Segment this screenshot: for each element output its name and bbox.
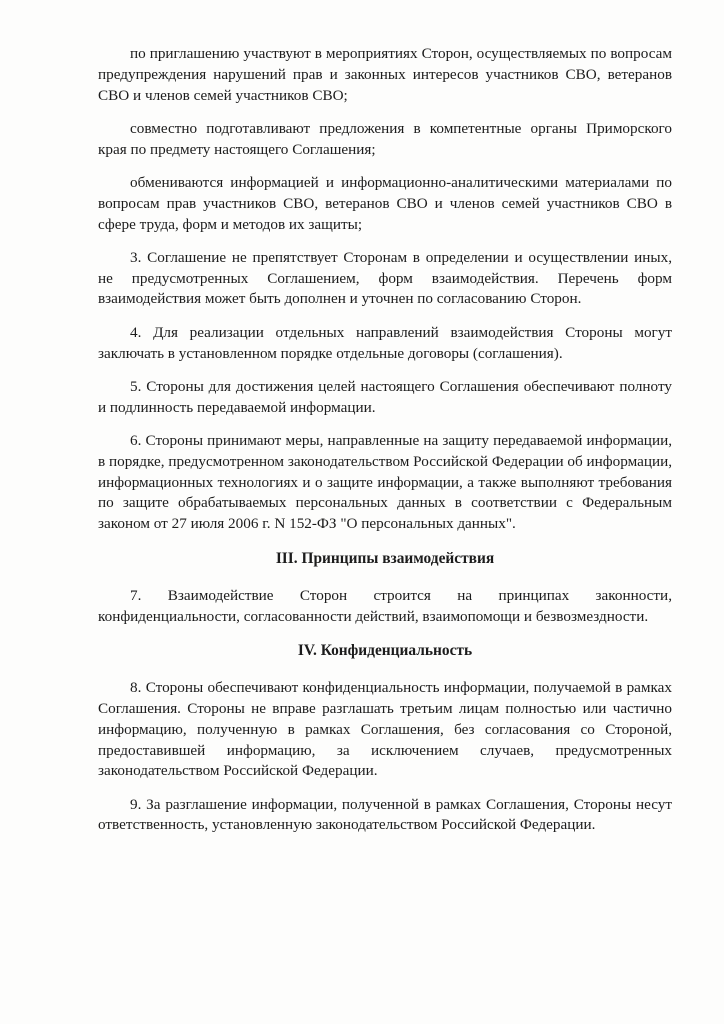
paragraph-proposals: совместно подготавливают предложения в компетентные органы Приморского края по предмету настоящего Соглашения; bbox=[98, 119, 672, 158]
paragraph-clause-6: 6. Стороны принимают меры, направленные на защиту передаваемой информации, в порядке, предусмотренном законодательством Российской Федерации об информации, информационных технологиях и о защите информации, а также выполняют требования по защите обрабатываемых персональных данных в соответствии с Федеральным законом от 27 июля 2006 г. N 152-ФЗ "О персональных данных". bbox=[98, 431, 672, 533]
section-4-heading: IV. Конфиденциальность bbox=[297, 642, 473, 660]
paragraph-clause-9: 9. За разглашение информации, полученной в рамках Соглашения, Стороны несут ответственность, установленную законодательством Российской Федерации. bbox=[98, 795, 672, 834]
section-3-heading: III. Принципы взаимодействия bbox=[275, 549, 495, 567]
paragraph-clause-3: 3. Соглашение не препятствует Сторонам в определении и осуществлении иных, не предусмотренных Соглашением, форм взаимодействия. Перечень форм взаимодействия может быть дополнен и уточнен по согласованию Сторон. bbox=[98, 248, 672, 308]
paragraph-clause-8: 8. Стороны обеспечивают конфиденциальность информации, получаемой в рамках Соглашения. Стороны не вправе разглашать третьим лицам полностью или частично информацию, полученную в рамках Соглашения, без согласования со Стороной, предоставившей информацию, за исключением случаев, предусмотренных законодательством Российской Федерации. bbox=[98, 679, 672, 780]
paragraph-clause-4: 4. Для реализации отдельных направлений взаимодействия Стороны могут заключать в установленном порядке отдельные договоры (соглашения). bbox=[98, 323, 672, 362]
paragraph-information-exchange: обмениваются информацией и информационно-аналитическими материалами по вопросам прав участников СВО, ветеранов СВО и членов семей участников СВО в сфере труда, форм и методов их защиты; bbox=[98, 173, 672, 233]
paragraph-clause-7: 7. Взаимодействие Сторон строится на принципах законности, конфиденциальности, согласованности действий, взаимопомощи и безвозмездности. bbox=[98, 586, 672, 625]
paragraph-participation: по приглашению участвуют в мероприятиях Сторон, осуществляемых по вопросам предупреждения нарушений прав и законных интересов участников СВО, ветеранов СВО и членов семей участников СВО; bbox=[98, 45, 672, 104]
paragraph-clause-5: 5. Стороны для достижения целей настоящего Соглашения обеспечивают полноту и подлинность передаваемой информации. bbox=[98, 377, 672, 416]
